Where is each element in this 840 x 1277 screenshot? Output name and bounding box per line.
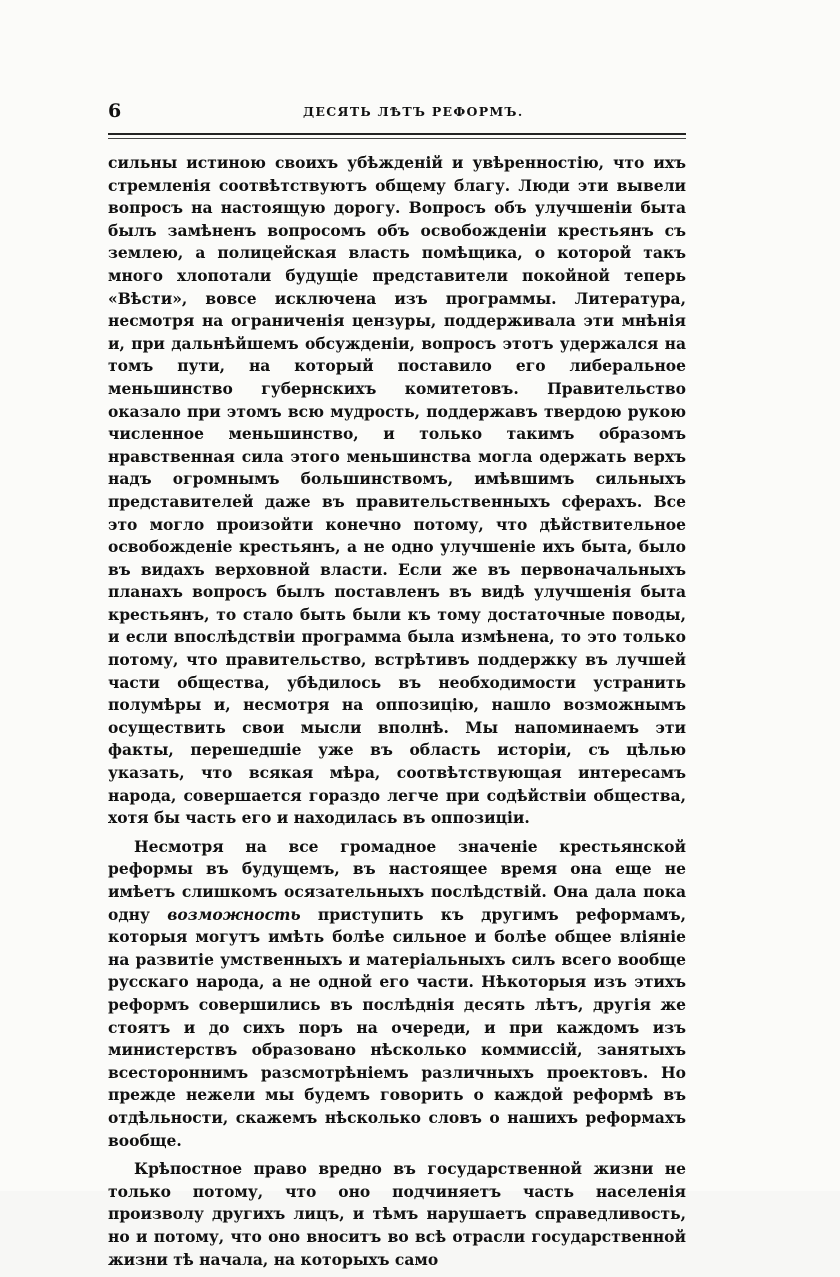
header-rule (108, 133, 686, 135)
paragraph-2 (108, 836, 686, 1152)
header-rule-thin (108, 138, 686, 139)
paragraph-3: Крѣпостное право вредно въ государственной жизни не только потому, что оно подчиняетъ часть населенія произволу другихъ лицъ, и тѣмъ нарушаетъ справедливость, но и потому, что оно вноситъ во всѣ отрасли государственной жизни тѣ начала, на которыхъ само (108, 1159, 686, 1269)
body-text (108, 152, 686, 1277)
paragraph-1: сильны истиною своихъ убѣжденій и увѣренностію, что ихъ стремленія соотвѣтствуютъ общему благу. Люди эти вывели вопросъ на настоящую дорогу. Вопросъ объ улучшеніи быта былъ замѣненъ вопросомъ объ освобожденіи крестьянъ съ землею, а полицейская власть помѣщика, о которой такъ много хлопотали будущіе представители покойной теперь «Вѣсти», вовсе исключена изъ программы. Литература, несмотря на ограниченія цензуры, поддерживала эти мнѣнія и, при дальнѣйшемъ обсужденіи, вопросъ этотъ удержался на томъ пути, на который поставило его либеральное меньшинство губернскихъ комитетовъ. Правительство оказало при этомъ всю мудрость, поддержавъ твердою рукою численное меньшинство, и только такимъ образомъ нравственная сила этого меньшинства могла одержать верхъ надъ огромнымъ большинствомъ, имѣвшимъ сильныхъ представителей даже въ правительственныхъ сферахъ. Все это могло произойти конечно потому, что дѣйствительное освобожденіе крестьянъ, а не одно улучшеніе ихъ быта, было въ видахъ верховной власти. Если же въ первоначальныхъ планахъ вопросъ былъ поставленъ въ видѣ улучшенія быта крестьянъ, то стало быть были къ тому достаточные поводы, и если впослѣдствіи программа была измѣнена, то это только потому, что правительство, встрѣтивъ поддержку въ лучшей части общества, убѣдилось въ необходимости устранить полумѣры и, несмотря на оппозицію, нашло возможнымъ осуществить свои мысли вполнѣ. Мы напоминаемъ эти факты, перешедшіе уже въ область исторіи, съ цѣлью указать, что всякая мѣра, соотвѣтствующая интересамъ народа, совершается гораздо легче при содѣйствіи общества, хотя бы часть его и находилась въ оппозиціи. (108, 153, 686, 828)
page-header (108, 100, 686, 128)
paragraph-2-text-after: приступить къ другимъ реформамъ, которыя могутъ имѣть болѣе сильное и болѣе общее вліяніе на развитіе умственныхъ и матеріальныхъ силъ всего вообще русскаго народа, а не одной его части. Нѣкоторыя изъ этихъ реформъ совершились въ послѣднія десять лѣтъ, другія же стоятъ и до сихъ поръ на очереди, и при каждомъ изъ министерствъ образовано нѣсколько коммиссій, занятыхъ всестороннимъ разсмотрѣніемъ различныхъ проектовъ. Но прежде нежели мы будемъ говорить о каждой реформѣ въ отдѣльности, скажемъ нѣсколько словъ о нашихъ реформахъ вообще. (108, 904, 686, 1150)
running-head: ДЕСЯТЬ ЛѢТЪ РЕФОРМЪ. (303, 104, 524, 119)
paragraph-2-italic-word: возможность (167, 904, 301, 924)
page-number: 6 (108, 100, 122, 122)
paragraph-2-text-before: Несмотря на все громадное значеніе крестьянской реформы въ будущемъ, въ настоящее время она еще не имѣетъ слишкомъ осязательныхъ послѣдствій. Она дала пока одну (108, 836, 686, 924)
